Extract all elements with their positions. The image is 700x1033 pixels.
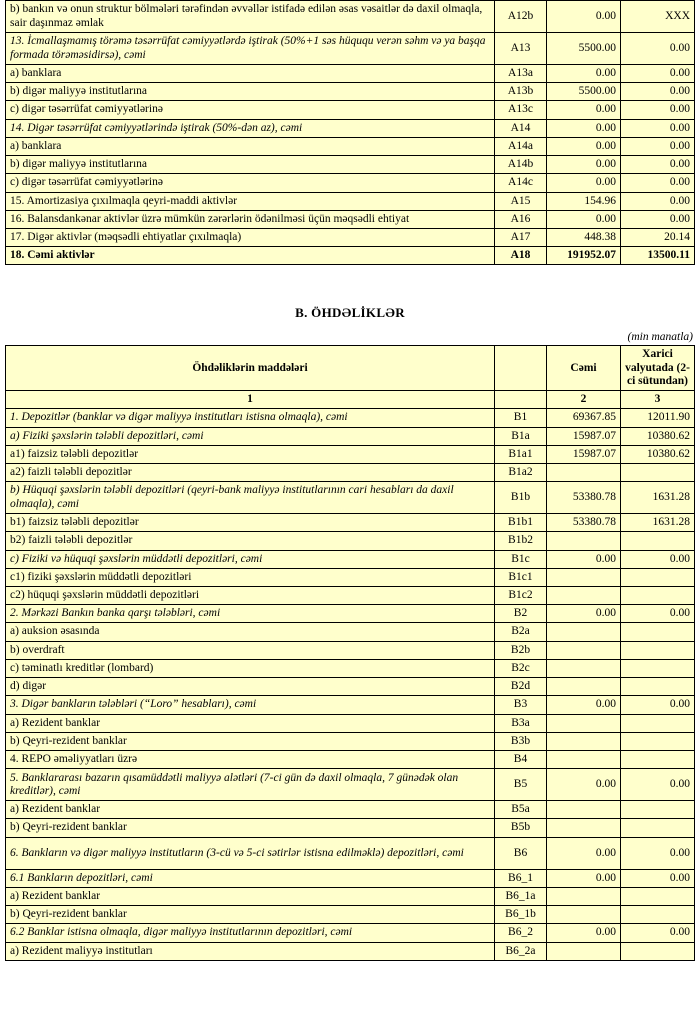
row-code: B2b [495, 641, 547, 659]
row-total-value: 0.00 [547, 550, 621, 568]
row-total-value [547, 568, 621, 586]
table-row [6, 33, 695, 65]
row-code: B4 [495, 751, 547, 769]
row-total-value: 0.00 [547, 174, 621, 192]
row-label: b) Qeyri-rezident banklar [6, 732, 495, 750]
table-row [6, 751, 695, 769]
table-row [6, 623, 695, 641]
row-code: B1 [495, 409, 547, 427]
row-foreign-value: 13500.11 [621, 247, 695, 265]
row-code: B5a [495, 801, 547, 819]
table-row [6, 247, 695, 265]
row-total-value [547, 641, 621, 659]
row-total-value [547, 751, 621, 769]
table-row [6, 714, 695, 732]
row-total-value: 0.00 [547, 1, 621, 33]
row-foreign-value [621, 714, 695, 732]
row-label: 4. REPO əməliyyatları üzrə [6, 751, 495, 769]
row-foreign-value: 0.00 [621, 605, 695, 623]
row-label: a2) faizli tələbli depozitlər [6, 463, 495, 481]
row-total-value [547, 587, 621, 605]
assets-table-body [6, 1, 695, 265]
table-row [6, 192, 695, 210]
row-label: c) Fiziki və hüquqi şəxslərin müddətli depozitləri, cəmi [6, 550, 495, 568]
row-label: 3. Digər bankların tələbləri (“Loro” hesabları), cəmi [6, 696, 495, 714]
row-code: A13a [495, 65, 547, 83]
row-code: B1c2 [495, 587, 547, 605]
header-num-total: 2 [547, 391, 621, 409]
unit-note: (min manatla) [627, 331, 693, 344]
row-code: B5 [495, 769, 547, 801]
table-row [6, 119, 695, 137]
row-label: 1. Depozitlər (banklar və digər maliyyə institutları istisna olmaqla), cəmi [6, 409, 495, 427]
table-row [6, 887, 695, 905]
row-code: B2 [495, 605, 547, 623]
header-foreign-label: Xarici valyutada (2-ci sütundan) [621, 346, 695, 391]
row-foreign-value: 10380.62 [621, 427, 695, 445]
row-code: A14a [495, 137, 547, 155]
row-label: c) digər təsərrüfat cəmiyyətlərinə [6, 101, 495, 119]
row-foreign-value [621, 532, 695, 550]
row-code: A13b [495, 83, 547, 101]
row-code: A13c [495, 101, 547, 119]
row-label: c1) fiziki şəxslərin müddətli depozitləri [6, 568, 495, 586]
row-foreign-value: 0.00 [621, 869, 695, 887]
row-foreign-value [621, 587, 695, 605]
row-foreign-value: 0.00 [621, 210, 695, 228]
row-label: b) overdraft [6, 641, 495, 659]
row-total-value: 69367.85 [547, 409, 621, 427]
table-row [6, 409, 695, 427]
row-code: B5b [495, 819, 547, 837]
table-row [6, 482, 695, 514]
row-label: c) digər təsərrüfat cəmiyyətlərinə [6, 174, 495, 192]
row-foreign-value [621, 623, 695, 641]
row-foreign-value: 10380.62 [621, 445, 695, 463]
table-row [6, 137, 695, 155]
row-foreign-value [621, 906, 695, 924]
row-foreign-value [621, 751, 695, 769]
liabilities-header-row [6, 346, 695, 391]
table-row [6, 587, 695, 605]
row-foreign-value: 0.00 [621, 137, 695, 155]
table-row [6, 568, 695, 586]
table-row [6, 445, 695, 463]
row-label: a) Fiziki şəxslərin tələbli depozitləri, cəmi [6, 427, 495, 445]
row-foreign-value [621, 801, 695, 819]
row-total-value: 5500.00 [547, 33, 621, 65]
row-code: B6_2a [495, 942, 547, 960]
row-label: 14. Digər təsərrüfat cəmiyyətlərində iştirak (50%-dən az), cəmi [6, 119, 495, 137]
header-num-item: 1 [6, 391, 495, 409]
liabilities-table [5, 345, 695, 960]
row-label: 6. Bankların və digər maliyyə institutların (3-cü və 5-ci sətirlər istisna edilməklə) depozitləri, cəmi [6, 837, 495, 869]
header-num-code [495, 391, 547, 409]
row-foreign-value: 0.00 [621, 83, 695, 101]
row-code: B1c [495, 550, 547, 568]
row-foreign-value [621, 568, 695, 586]
row-label: 17. Digər aktivlər (məqsədli ehtiyatlar çıxılmaqla) [6, 228, 495, 246]
table-row [6, 605, 695, 623]
row-code: B3 [495, 696, 547, 714]
liabilities-header-numbers-row [6, 391, 695, 409]
row-foreign-value: 1631.28 [621, 482, 695, 514]
row-total-value [547, 678, 621, 696]
header-total-label: Cəmi [547, 346, 621, 391]
row-code: A14 [495, 119, 547, 137]
table-row [6, 427, 695, 445]
row-foreign-value: 0.00 [621, 174, 695, 192]
row-total-value: 0.00 [547, 101, 621, 119]
table-row [6, 550, 695, 568]
row-foreign-value [621, 887, 695, 905]
row-total-value [547, 801, 621, 819]
row-label: b) Qeyri-rezident banklar [6, 906, 495, 924]
row-code: B1b2 [495, 532, 547, 550]
row-label: a) Rezident maliyyə institutları [6, 942, 495, 960]
row-foreign-value [621, 463, 695, 481]
row-total-value: 15987.07 [547, 427, 621, 445]
row-label: b1) faizsiz tələbli depozitlər [6, 514, 495, 532]
row-foreign-value: 1631.28 [621, 514, 695, 532]
row-foreign-value: XXX [621, 1, 695, 33]
row-total-value: 0.00 [547, 696, 621, 714]
table-row [6, 769, 695, 801]
table-row [6, 641, 695, 659]
row-total-value: 53380.78 [547, 482, 621, 514]
row-foreign-value [621, 942, 695, 960]
row-foreign-value [621, 678, 695, 696]
row-total-value [547, 819, 621, 837]
row-code: B6_1a [495, 887, 547, 905]
row-label: a) Rezident banklar [6, 887, 495, 905]
table-row [6, 678, 695, 696]
row-total-value [547, 906, 621, 924]
row-foreign-value: 12011.90 [621, 409, 695, 427]
row-total-value: 0.00 [547, 605, 621, 623]
table-row [6, 210, 695, 228]
row-foreign-value: 0.00 [621, 119, 695, 137]
header-item-label: Öhdəliklərin maddələri [6, 346, 495, 391]
row-code: B6 [495, 837, 547, 869]
row-foreign-value [621, 641, 695, 659]
row-label: b) Qeyri-rezident banklar [6, 819, 495, 837]
row-total-value [547, 463, 621, 481]
row-label: b) bankın və onun struktur bölmələri tərəfindən əvvəllər istifadə edilən əsas vəsaitlər də daxil olmaqla, sair daşınmaz əmlak [6, 1, 495, 33]
row-label: a) auksion əsasında [6, 623, 495, 641]
row-total-value [547, 732, 621, 750]
assets-table-continued [5, 0, 695, 265]
row-code: B2a [495, 623, 547, 641]
table-row [6, 101, 695, 119]
row-code: B1a1 [495, 445, 547, 463]
row-label: 15. Amortizasiya çıxılmaqla qeyri-maddi aktivlər [6, 192, 495, 210]
liabilities-header [6, 346, 695, 409]
row-code: A18 [495, 247, 547, 265]
row-foreign-value [621, 659, 695, 677]
table-row [6, 514, 695, 532]
row-code: A15 [495, 192, 547, 210]
table-row [6, 801, 695, 819]
table-row [6, 156, 695, 174]
row-label: a1) faizsiz tələbli depozitlər [6, 445, 495, 463]
row-label: 6.2 Banklar istisna olmaqla, digər maliyyə institutlarının depozitləri, cəmi [6, 924, 495, 942]
row-label: 16. Balansdankənar aktivlər üzrə mümkün zərərlərin ödənilməsi üçün məqsədli ehtiyat [6, 210, 495, 228]
row-label: 13. İcmallaşmamış törəmə təsərrüfat cəmiyyətlərdə iştirak (50%+1 səs hüququ verən səhm və ya başqa formada törəməsidirsə), cəmi [6, 33, 495, 65]
section-gap [0, 265, 700, 291]
row-code: A17 [495, 228, 547, 246]
table-row [6, 869, 695, 887]
row-label: c) təminatlı kreditlər (lombard) [6, 659, 495, 677]
row-foreign-value: 0.00 [621, 192, 695, 210]
row-total-value: 15987.07 [547, 445, 621, 463]
table-row [6, 837, 695, 869]
row-foreign-value: 0.00 [621, 837, 695, 869]
table-row [6, 228, 695, 246]
row-label: b) digər maliyyə institutlarına [6, 156, 495, 174]
row-code: A12b [495, 1, 547, 33]
row-total-value [547, 659, 621, 677]
row-foreign-value: 0.00 [621, 101, 695, 119]
liabilities-table-body [6, 409, 695, 960]
table-row [6, 942, 695, 960]
table-row [6, 65, 695, 83]
row-code: A14b [495, 156, 547, 174]
row-label: a) banklara [6, 137, 495, 155]
row-code: B1c1 [495, 568, 547, 586]
row-total-value: 0.00 [547, 210, 621, 228]
row-label: a) Rezident banklar [6, 801, 495, 819]
row-code: A13 [495, 33, 547, 65]
header-code-label [495, 346, 547, 391]
row-code: B6_1b [495, 906, 547, 924]
row-total-value: 0.00 [547, 137, 621, 155]
row-label: 6.1 Bankların depozitləri, cəmi [6, 869, 495, 887]
row-label: a) Rezident banklar [6, 714, 495, 732]
row-code: A16 [495, 210, 547, 228]
row-total-value: 0.00 [547, 869, 621, 887]
row-code: B3b [495, 732, 547, 750]
row-total-value: 0.00 [547, 65, 621, 83]
row-label: 2. Mərkəzi Bankın banka qarşı tələbləri, cəmi [6, 605, 495, 623]
row-foreign-value: 0.00 [621, 65, 695, 83]
table-row [6, 819, 695, 837]
row-code: B6_2 [495, 924, 547, 942]
row-total-value: 448.38 [547, 228, 621, 246]
row-code: B6_1 [495, 869, 547, 887]
row-label: 5. Banklararası bazarın qısamüddətli maliyyə alətləri (7-ci gün də daxil olmaqla, 7 günədək olan kreditlər), cəmi [6, 769, 495, 801]
row-label: c2) hüquqi şəxslərin müddətli depozitləri [6, 587, 495, 605]
table-row [6, 174, 695, 192]
row-label: d) digər [6, 678, 495, 696]
row-foreign-value [621, 819, 695, 837]
row-label: b) digər maliyyə institutlarına [6, 83, 495, 101]
row-total-value: 0.00 [547, 924, 621, 942]
table-row [6, 1, 695, 33]
table-row [6, 906, 695, 924]
row-foreign-value: 0.00 [621, 550, 695, 568]
row-label: b2) faizli tələbli depozitlər [6, 532, 495, 550]
row-code: B1b1 [495, 514, 547, 532]
row-code: B3a [495, 714, 547, 732]
row-foreign-value [621, 732, 695, 750]
row-foreign-value: 0.00 [621, 924, 695, 942]
row-total-value [547, 887, 621, 905]
table-row [6, 532, 695, 550]
row-total-value [547, 532, 621, 550]
row-total-value: 0.00 [547, 837, 621, 869]
row-total-value: 191952.07 [547, 247, 621, 265]
row-code: B1a [495, 427, 547, 445]
row-total-value: 0.00 [547, 119, 621, 137]
row-code: B1b [495, 482, 547, 514]
row-label: 18. Cəmi aktivlər [6, 247, 495, 265]
row-foreign-value: 0.00 [621, 156, 695, 174]
row-total-value: 53380.78 [547, 514, 621, 532]
row-total-value [547, 714, 621, 732]
row-label: b) Hüquqi şəxslərin tələbli depozitləri (qeyri-bank maliyyə institutlarının cari hesabları da daxil olmaqla), cəmi [6, 482, 495, 514]
table-row [6, 924, 695, 942]
row-total-value [547, 623, 621, 641]
row-code: B1a2 [495, 463, 547, 481]
row-foreign-value: 0.00 [621, 696, 695, 714]
row-label: a) banklara [6, 65, 495, 83]
row-total-value: 0.00 [547, 769, 621, 801]
row-foreign-value: 0.00 [621, 769, 695, 801]
row-total-value: 0.00 [547, 156, 621, 174]
table-row [6, 659, 695, 677]
row-total-value [547, 942, 621, 960]
header-num-foreign: 3 [621, 391, 695, 409]
table-row [6, 463, 695, 481]
liabilities-section-title: B. ÖHDƏLİKLƏR [295, 305, 405, 321]
row-total-value: 5500.00 [547, 83, 621, 101]
table-row [6, 83, 695, 101]
row-code: B2d [495, 678, 547, 696]
table-row [6, 732, 695, 750]
row-foreign-value: 20.14 [621, 228, 695, 246]
row-foreign-value: 0.00 [621, 33, 695, 65]
table-row [6, 696, 695, 714]
row-code: A14c [495, 174, 547, 192]
row-total-value: 154.96 [547, 192, 621, 210]
row-code: B2c [495, 659, 547, 677]
